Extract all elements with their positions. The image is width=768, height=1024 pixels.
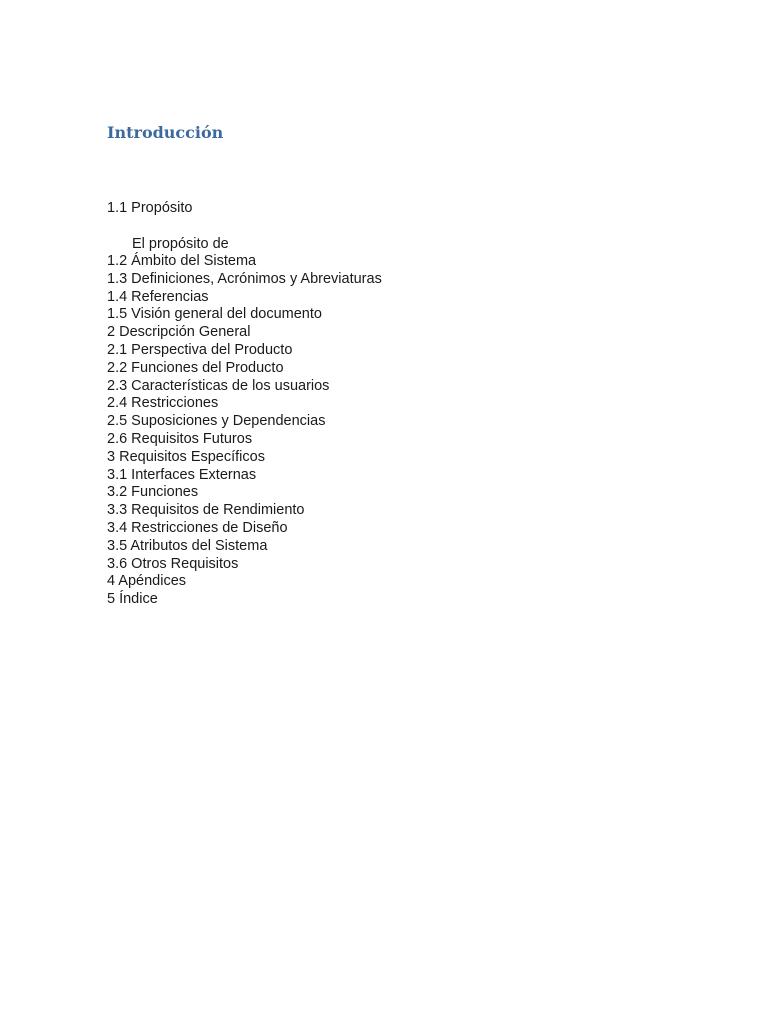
toc-item: 3.5 Atributos del Sistema bbox=[107, 537, 268, 554]
toc-item: 5 Índice bbox=[107, 591, 158, 608]
toc-item: 2.4 Restricciones bbox=[107, 395, 219, 412]
toc-item: 3.4 Restricciones de Diseño bbox=[107, 519, 288, 536]
document-title: Introducción bbox=[107, 123, 224, 142]
toc-item: 3 Requisitos Específicos bbox=[107, 448, 265, 465]
toc-item: 3.1 Interfaces Externas bbox=[107, 466, 257, 483]
section-heading: 1.1 Propósito bbox=[107, 200, 193, 216]
toc-item: 4 Apéndices bbox=[107, 573, 187, 590]
toc-item: 3.2 Funciones bbox=[107, 484, 199, 501]
toc-item: 2.1 Perspectiva del Producto bbox=[107, 341, 293, 358]
toc-item: 2.5 Suposiciones y Dependencias bbox=[107, 413, 326, 430]
toc-item: 1.5 Visión general del documento bbox=[107, 306, 322, 323]
toc-item: 1.2 Ámbito del Sistema bbox=[107, 253, 257, 269]
toc-item: 1.3 Definiciones, Acrónimos y Abreviaturas bbox=[107, 270, 382, 287]
toc-item: 3.3 Requisitos de Rendimiento bbox=[107, 502, 305, 519]
intro-paragraph: El propósito de bbox=[132, 236, 229, 252]
toc-item: 2.3 Características de los usuarios bbox=[107, 377, 330, 394]
toc-item: 2 Descripción General bbox=[107, 324, 251, 341]
toc-item: 2.2 Funciones del Producto bbox=[107, 359, 284, 376]
toc-item: 3.6 Otros Requisitos bbox=[107, 555, 239, 572]
toc-item: 1.4 Referencias bbox=[107, 288, 209, 305]
table-of-contents bbox=[107, 253, 382, 609]
toc-item: 2.6 Requisitos Futuros bbox=[107, 430, 253, 447]
